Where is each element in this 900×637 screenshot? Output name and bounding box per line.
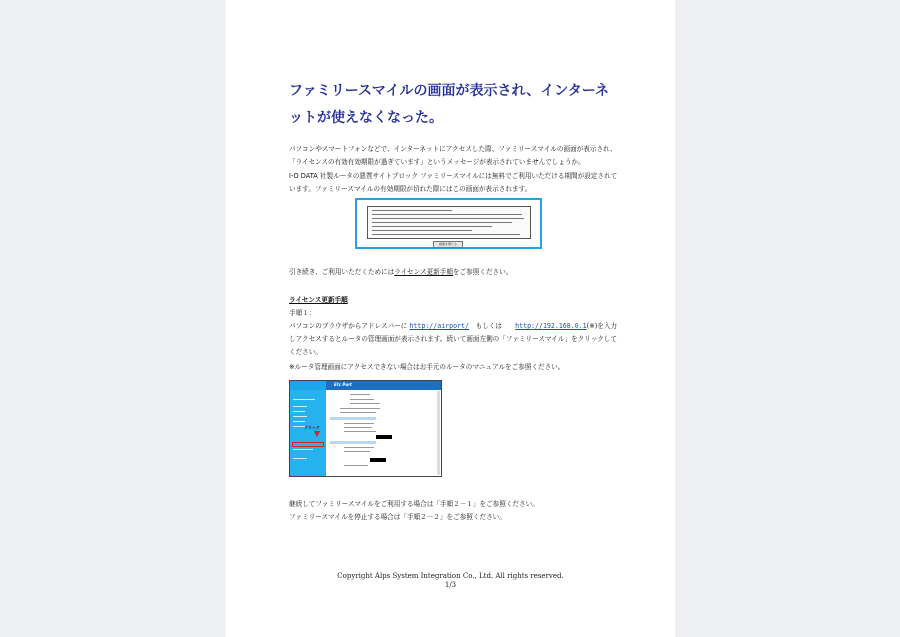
or-text: もしくは bbox=[469, 322, 516, 330]
notice-message-box bbox=[367, 206, 531, 239]
router-ip-url-link[interactable]: http://192.168.0.1 bbox=[515, 322, 587, 330]
closing-line-2: ファミリースマイルを停止する場合は「手順２－２」をご参照ください。 bbox=[289, 513, 506, 521]
license-update-link[interactable]: ライセンス更新手順 bbox=[394, 268, 453, 276]
step1-paragraph bbox=[289, 320, 619, 360]
router-click-label: クリック bbox=[304, 425, 320, 430]
license-expired-screenshot bbox=[355, 198, 542, 249]
airport-url-link[interactable]: http://airport/ bbox=[409, 322, 469, 330]
procedure-heading: ライセンス更新手順 bbox=[289, 296, 348, 304]
intro-paragraph-1: パソコンやスマートフォンなどで、インターネットにアクセスした際、ファミリースマイルの画面が表示され、「ライセンスの有効有効期限が過ぎています」というメッセージが表示されていませんでしょうか。 bbox=[289, 145, 617, 167]
step1-label: 手順１： bbox=[289, 309, 316, 317]
copyright-footer: Copyright Alps System Integration Co., Ltd. All rights reserved. bbox=[337, 572, 564, 580]
continue-text-before: 引き続き、ご利用いただくためには bbox=[289, 268, 395, 276]
family-smile-menu-highlight bbox=[292, 442, 324, 447]
closing-line-1: 継続してファミリースマイルをご利用する場合は「手順２－１」をご参照ください。 bbox=[289, 500, 539, 508]
router-sidebar bbox=[290, 390, 326, 477]
router-scrollbar bbox=[437, 391, 440, 475]
close-screen-button: 画面を閉じる bbox=[433, 241, 463, 248]
continue-paragraph bbox=[289, 266, 619, 279]
page-number: 1/3 bbox=[444, 581, 457, 589]
router-admin-screenshot bbox=[289, 380, 442, 477]
continue-text-after: をご参照ください。 bbox=[453, 268, 513, 276]
step1-text-after: (※)を入力しアクセスするとルータの管理画面が表示されます。続いて画面左側の「ファミリースマイル」をクリックしてください。 bbox=[289, 322, 618, 357]
intro-paragraph-2: I-O DATA 社製ルータの悪質サイトブロック ファミリースマイルには無料でご利用いただける期間が設定されています。ファミリースマイルの有効期限が切れた際にはこの画面が表示されます。 bbox=[289, 172, 618, 194]
document-page bbox=[226, 0, 675, 637]
red-arrow-icon bbox=[314, 431, 320, 437]
page-title: ファミリースマイルの画面が表示され、インターネットが使えなくなった。 bbox=[289, 83, 610, 126]
router-manual-note: ※ルータ管理画面にアクセスできない場合はお手元のルータのマニュアルをご参照ください。 bbox=[289, 363, 565, 371]
step1-text-before: パソコンのブラウザからアドレスバーに bbox=[289, 322, 410, 330]
router-header-text: Etc Port bbox=[334, 382, 352, 387]
